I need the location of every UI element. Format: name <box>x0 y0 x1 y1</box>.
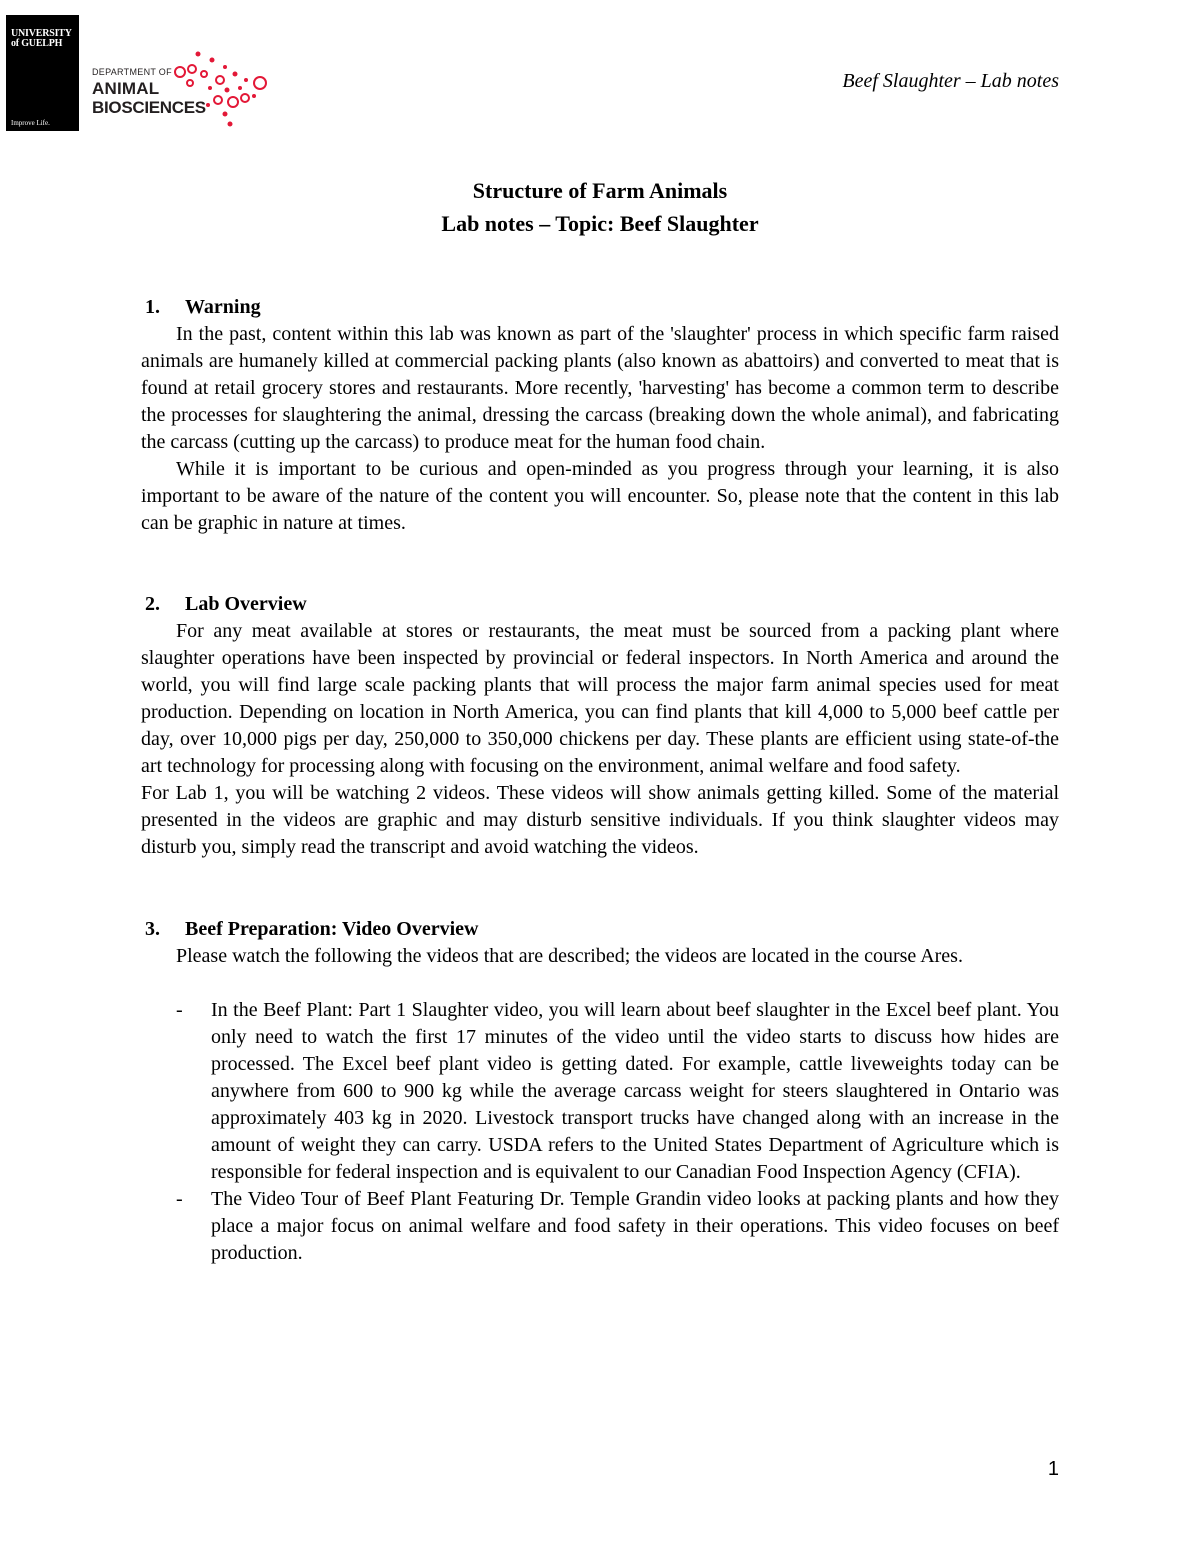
spacer <box>141 970 1059 997</box>
paragraph: In the past, content within this lab was known as part of the 'slaughter' process in which specific farm raised animals are humanely killed at commercial packing plants (also known as abattoirs) and converted to meat that is found at retail grocery stores and restaurants. More recently, 'harvesting' has become a common term to describe the processes for slaughtering the animal, dressing the carcass (breaking down the whole animal), and fabricating the carcass (cutting up the carcass) to produce meat for the human food chain. <box>141 323 1059 453</box>
paragraph: Please watch the following the videos that are described; the videos are located in the course Ares. <box>176 945 963 967</box>
university-logo <box>6 15 79 131</box>
section-video-overview <box>141 916 1059 1267</box>
section-number: 2. <box>145 593 160 615</box>
department-logo-dots-icon <box>170 50 280 130</box>
video-list <box>141 997 1059 1267</box>
section-number: 3. <box>145 918 160 940</box>
bullet-dash: - <box>176 999 183 1021</box>
department-logo-line2: ANIMAL <box>92 79 160 98</box>
section-heading <box>141 591 1059 618</box>
university-logo-tagline: Improve Life. <box>11 119 50 127</box>
university-logo-line1: UNIVERSITY <box>11 28 72 39</box>
section-warning <box>141 294 1059 537</box>
university-logo-wordmark <box>11 29 72 49</box>
document-title <box>0 174 1200 240</box>
department-logo-line3: BIOSCIENCES <box>92 98 206 117</box>
running-header-title: Beef Slaughter – Lab notes <box>842 70 1059 92</box>
department-logo <box>92 50 282 130</box>
list-item <box>141 1186 1059 1267</box>
section-heading <box>141 916 1059 943</box>
list-item-text: In the Beef Plant: Part 1 Slaughter video, you will learn about beef slaughter in the Excel beef plant. You only need to watch the first 17 minutes of the video until the video starts to discuss how hides are processed. The Excel beef plant video is getting dated. For example, cattle liveweights today can be anywhere from 600 to 900 kg while the average carcass weight for steers slaughtered in Ontario was approximately 403 kg in 2020. Livestock transport trucks have changed along with an increase in the amount of weight they can carry. USDA refers to the United States Department of Agriculture which is responsible for federal inspection and is equivalent to our Canadian Food Inspection Agency (CFIA). <box>211 999 1059 1183</box>
section-number: 1. <box>145 296 160 318</box>
bullet-dash: - <box>176 1188 183 1210</box>
paragraph: While it is important to be curious and open-minded as you progress through your learning, it is also important to be aware of the nature of the content you will encounter. So, please note that the content in this lab can be graphic in nature at times. <box>141 458 1059 534</box>
section-title: Lab Overview <box>185 593 307 615</box>
page-number: 1 <box>1047 1458 1059 1480</box>
paragraph: For any meat available at stores or restaurants, the meat must be sourced from a packing plant where slaughter operations have been inspected by provincial or federal inspectors. In North America and around the world, you will find large scale packing plants that will process the major farm animal species used for meat production. Depending on location in North America, you can find plants that kill 4,000 to 5,000 beef cattle per day, over 10,000 pigs per day, 250,000 to 350,000 chickens per day. These plants are efficient using state-of-the art technology for processing along with focusing on the environment, animal welfare and food safety. <box>141 620 1059 777</box>
list-item <box>141 997 1059 1186</box>
university-logo-line2: of GUELPH <box>11 38 63 49</box>
paragraph: For Lab 1, you will be watching 2 videos. These videos will show animals getting killed. Some of the material presented in the videos are graphic and may disturb sensitive individuals. If you think slaughter videos may disturb you, simply read the transcript and avoid watching the videos. <box>141 782 1059 858</box>
section-lab-overview <box>141 591 1059 861</box>
section-title: Warning <box>185 296 261 318</box>
title-line-1: Structure of Farm Animals <box>472 178 728 203</box>
section-title: Beef Preparation: Video Overview <box>185 918 479 940</box>
department-logo-line1: DEPARTMENT OF <box>92 67 172 77</box>
list-item-text: The Video Tour of Beef Plant Featuring Dr. Temple Grandin video looks at packing plants and how they place a major focus on animal welfare and food safety in their operations. This video focuses on beef production. <box>211 1188 1059 1264</box>
title-line-2: Lab notes – Topic: Beef Slaughter <box>441 211 759 236</box>
section-heading <box>141 294 1059 321</box>
